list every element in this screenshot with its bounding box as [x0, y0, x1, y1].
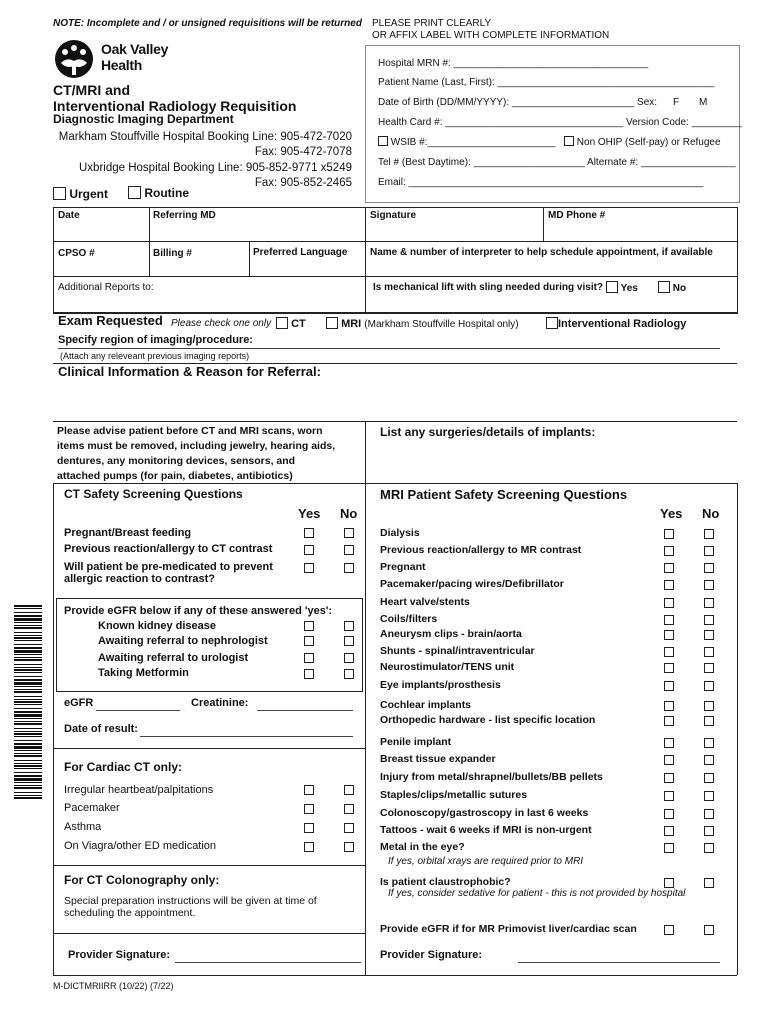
ct-label: CT — [291, 318, 306, 330]
mri-no-checkbox[interactable] — [704, 647, 714, 657]
mri-no-checkbox[interactable] — [704, 843, 714, 853]
mri-no-checkbox[interactable] — [704, 809, 714, 819]
egfr-metformin: Taking Metformin — [98, 667, 189, 679]
billing-field[interactable]: Billing # — [153, 248, 192, 259]
ct-question-contrast-reaction: Previous reaction/allergy to CT contrast — [64, 543, 273, 555]
form-code: M-DICTMRIIRR (10/22) (7/22) — [53, 981, 174, 991]
mri-no-checkbox[interactable] — [704, 826, 714, 836]
ct-premed-yes-checkbox[interactable] — [304, 563, 314, 573]
colonography-note-line1: Special preparation instructions will be given at time of — [64, 895, 317, 907]
check-one-note: Please check one only — [171, 318, 272, 329]
exam-ct-option[interactable] — [276, 317, 306, 330]
mri-no-checkbox[interactable] — [704, 529, 714, 539]
mri-claustro-no-checkbox[interactable] — [704, 878, 714, 888]
ct-yes-header: Yes — [298, 506, 321, 521]
mri-question-item: Previous reaction/allergy to MR contrast — [380, 544, 582, 556]
mri-question-item: Metal in the eye? — [380, 841, 465, 853]
affix-label-note: OR AFFIX LABEL WITH COMPLETE INFORMATION — [372, 30, 610, 41]
mri-question-item: Staples/clips/metallic sutures — [380, 789, 528, 801]
cpso-field[interactable]: CPSO # — [58, 248, 95, 259]
egfr-kidney-disease: Known kidney disease — [98, 620, 216, 632]
uxbridge-fax: Fax: 905-852-2465 — [254, 177, 352, 189]
mri-yes-checkbox[interactable] — [664, 755, 674, 765]
cardiac-viagra-yes-checkbox[interactable] — [304, 842, 314, 852]
mri-location-note: (Markham Stouffville Hospital only) — [364, 319, 519, 330]
additional-reports-field[interactable]: Additional Reports to: — [58, 282, 154, 293]
urgent-checkbox[interactable] — [53, 187, 66, 200]
mri-yes-checkbox[interactable] — [664, 630, 674, 640]
advise-line-2: items must be removed, including jewelry, hearing aids, — [57, 440, 336, 452]
mri-question-item: Dialysis — [380, 527, 420, 539]
sex-option-m[interactable]: M — [699, 97, 708, 108]
advise-line-3: dentures, any monitoring devices, sensors, and — [57, 455, 296, 467]
mri-yes-checkbox[interactable] — [664, 826, 674, 836]
mri-question-claustrophobic: Is patient claustrophobic? — [380, 876, 511, 888]
mri-question-item: Injury from metal/shrapnel/bullets/BB pellets — [380, 771, 603, 783]
mri-yes-checkbox[interactable] — [664, 663, 674, 673]
mri-yes-checkbox[interactable] — [664, 843, 674, 853]
mri-label: MRI — [341, 318, 362, 330]
referral-grid — [53, 207, 738, 314]
mri-no-checkbox[interactable] — [704, 738, 714, 748]
email-field[interactable]: Email: _____________________________________________________ — [378, 177, 704, 188]
mri-no-checkbox[interactable] — [704, 563, 714, 573]
ir-label: Interventional Radiology — [558, 318, 687, 330]
ct-contrast-no-checkbox[interactable] — [344, 545, 354, 555]
mri-question-item: Pregnant — [380, 561, 426, 573]
creatinine-label: Creatinine: — [191, 697, 249, 709]
mri-question-item: Heart valve/stents — [380, 596, 470, 608]
mri-yes-checkbox[interactable] — [664, 738, 674, 748]
attach-reports-note: (Attach any releveant previous imaging reports) — [60, 351, 250, 361]
mri-no-checkbox[interactable] — [704, 615, 714, 625]
cardiac-pacemaker: Pacemaker — [64, 802, 120, 814]
mri-primovist-no-checkbox[interactable] — [704, 925, 714, 935]
mri-checkbox[interactable] — [326, 317, 338, 329]
ct-checkbox[interactable] — [276, 317, 288, 329]
date-of-result-input-line[interactable] — [140, 736, 353, 737]
mri-provider-signature-label: Provider Signature: — [380, 949, 483, 961]
md-phone-field[interactable]: MD Phone # — [548, 210, 606, 221]
mri-question-item: Penile implant — [380, 736, 452, 748]
mri-no-checkbox[interactable] — [704, 681, 714, 691]
cardiac-heartbeat-yes-checkbox[interactable] — [304, 785, 314, 795]
mri-no-header: No — [702, 506, 720, 521]
signature-field[interactable]: Signature — [370, 210, 417, 221]
mri-question-item: Shunts - spinal/intraventricular — [380, 645, 535, 657]
mri-question-item: Neurostimulator/TENS unit — [380, 661, 515, 673]
ct-question-pregnant: Pregnant/Breast feeding — [64, 527, 192, 539]
ct-no-header: No — [340, 506, 358, 521]
cardiac-pacemaker-no-checkbox[interactable] — [344, 804, 354, 814]
logo-text-oak-valley: Oak Valley — [101, 41, 169, 57]
wsib-option[interactable] — [378, 136, 555, 148]
ct-safety-title: CT Safety Screening Questions — [64, 487, 243, 501]
mri-yes-checkbox[interactable] — [664, 701, 674, 711]
mri-yes-header: Yes — [660, 506, 683, 521]
barcode — [14, 605, 42, 800]
egfr-uro-no-checkbox[interactable] — [344, 653, 354, 663]
date-of-result-label: Date of result: — [64, 723, 138, 735]
cardiac-heartbeat-no-checkbox[interactable] — [344, 785, 354, 795]
advise-line-1: Please advise patient before CT and MRI scans, worn — [57, 425, 323, 437]
date-field[interactable]: Date — [58, 210, 80, 221]
mri-yes-checkbox[interactable] — [664, 546, 674, 556]
egfr-metformin-yes-checkbox[interactable] — [304, 669, 314, 679]
cardiac-asthma-yes-checkbox[interactable] — [304, 823, 314, 833]
non-ohip-checkbox[interactable] — [564, 136, 574, 146]
markham-fax: Fax: 905-472-7078 — [254, 146, 352, 158]
mri-question-item: Colonoscopy/gastroscopy in last 6 weeks — [380, 807, 589, 819]
region-label: Specify region of imaging/procedure: — [58, 334, 253, 346]
egfr-urologist: Awaiting referral to urologist — [98, 652, 249, 664]
claustrophobic-note: If yes, consider sedative for patient - this is not provided by hospital — [388, 888, 686, 899]
logo-text-health: Health — [101, 57, 142, 73]
egfr-nephro-yes-checkbox[interactable] — [304, 636, 314, 646]
cardiac-irregular-heartbeat: Irregular heartbeat/palpitations — [64, 784, 214, 796]
mri-question-item: Cochlear implants — [380, 699, 472, 711]
colonography-title: For CT Colonography only: — [64, 873, 220, 887]
referring-md-field[interactable]: Referring MD — [153, 210, 216, 221]
mri-no-checkbox[interactable] — [704, 773, 714, 783]
mri-yes-checkbox[interactable] — [664, 615, 674, 625]
lift-yes-label: Yes — [620, 283, 638, 294]
mri-yes-checkbox[interactable] — [664, 716, 674, 726]
ir-checkbox[interactable] — [546, 317, 558, 329]
urgent-label: Urgent — [69, 187, 109, 201]
form-title-line1: CT/MRI and — [53, 82, 130, 98]
mri-primovist-question: Provide eGFR if for MR Primovist liver/cardiac scan — [380, 923, 637, 935]
patient-name-field[interactable]: Patient Name (Last, First): _______________________________________ — [378, 77, 715, 88]
mri-claustro-yes-checkbox[interactable] — [664, 878, 674, 888]
mri-no-checkbox[interactable] — [704, 546, 714, 556]
ct-provider-signature-line[interactable] — [175, 962, 361, 963]
cardiac-pacemaker-yes-checkbox[interactable] — [304, 804, 314, 814]
lift-no-label: No — [672, 283, 687, 294]
exam-ir-option[interactable] — [546, 317, 686, 330]
mri-no-checkbox[interactable] — [704, 580, 714, 590]
mechanical-lift-question: Is mechanical lift with sling needed during visit? — [373, 282, 604, 293]
date-of-birth-field[interactable]: Date of Birth (DD/MM/YYYY): ______________________ Sex: — [378, 97, 658, 108]
egfr-metformin-no-checkbox[interactable] — [344, 669, 354, 679]
oak-valley-logo-icon — [53, 39, 95, 79]
mri-no-checkbox[interactable] — [704, 701, 714, 711]
telephone-field[interactable]: Tel # (Best Daytime): ____________________ Alternate #: _________________ — [378, 157, 736, 168]
form-title-line2: Interventional Radiology Requisition — [53, 98, 297, 114]
exam-mri-option[interactable] — [326, 317, 519, 330]
egfr-prompt: Provide eGFR below if any of these answered 'yes': — [64, 605, 333, 617]
surgeries-label: List any surgeries/details of implants: — [380, 425, 596, 439]
mri-no-checkbox[interactable] — [704, 755, 714, 765]
mri-yes-checkbox[interactable] — [664, 580, 674, 590]
health-card-field[interactable]: Health Card #: ________________________________ Version Code: _________ — [378, 117, 742, 128]
ct-premed-no-checkbox[interactable] — [344, 563, 354, 573]
interpreter-field[interactable]: Name & number of interpreter to help schedule appointment, if available — [370, 247, 713, 258]
non-ohip-label: Non OHIP (Self-pay) or Refugee — [576, 137, 721, 148]
mri-safety-title: MRI Patient Safety Screening Questions — [380, 487, 628, 502]
cardiac-viagra-no-checkbox[interactable] — [344, 842, 354, 852]
mri-primovist-yes-checkbox[interactable] — [664, 925, 674, 935]
egfr-kidney-no-checkbox[interactable] — [344, 621, 354, 631]
creatinine-input-line[interactable] — [257, 710, 353, 711]
mri-question-item: Orthopedic hardware - list specific location — [380, 714, 596, 726]
colonography-note-line2: scheduling the appointment. — [64, 907, 196, 919]
lift-no-option[interactable] — [658, 281, 686, 294]
egfr-nephro-no-checkbox[interactable] — [344, 636, 354, 646]
advise-line-4: attached pumps (for pain, diabetes, antibiotics) — [57, 470, 293, 482]
uxbridge-booking-line: Uxbridge Hospital Booking Line: 905-852-9771 x5249 — [79, 162, 352, 174]
surgeries-area[interactable] — [372, 442, 732, 480]
mri-yes-checkbox[interactable] — [664, 681, 674, 691]
mri-yes-checkbox[interactable] — [664, 563, 674, 573]
mri-yes-checkbox[interactable] — [664, 598, 674, 608]
mri-no-checkbox[interactable] — [704, 791, 714, 801]
cardiac-asthma: Asthma — [64, 821, 102, 833]
mri-no-checkbox[interactable] — [704, 716, 714, 726]
department-title: Diagnostic Imaging Department — [53, 112, 234, 126]
mri-provider-signature-line[interactable] — [518, 962, 720, 963]
ct-pregnant-no-checkbox[interactable] — [344, 528, 354, 538]
incomplete-note: NOTE: Incomplete and / or unsigned requisitions will be returned — [53, 18, 362, 29]
lift-yes-checkbox[interactable] — [606, 281, 618, 293]
non-ohip-option[interactable] — [564, 136, 721, 148]
advise-note — [57, 424, 335, 484]
wsib-field: WSIB #:_______________________ — [390, 137, 556, 148]
egfr-label: eGFR — [64, 697, 94, 709]
hospital-mrn-field[interactable]: Hospital MRN #: ___________________________________ — [378, 58, 649, 69]
routine-label: Routine — [144, 186, 190, 200]
mri-question-item: Tattoos - wait 6 weeks if MRI is non-urgent — [380, 824, 592, 836]
mri-question-item: Eye implants/prosthesis — [380, 679, 501, 691]
exam-requested-title: Exam Requested — [58, 313, 163, 328]
mri-question-item: Coils/filters — [380, 613, 438, 625]
routine-option[interactable] — [128, 186, 189, 200]
sex-option-f[interactable]: F — [673, 97, 680, 108]
clinical-info-label: Clinical Information & Reason for Referral: — [58, 364, 321, 379]
urgent-option[interactable] — [53, 187, 108, 201]
region-input-line[interactable] — [58, 348, 720, 349]
mri-yes-checkbox[interactable] — [664, 529, 674, 539]
print-clearly-note: PLEASE PRINT CLEARLY — [372, 18, 492, 29]
cardiac-viagra: On Viagra/other ED medication — [64, 840, 217, 852]
egfr-uro-yes-checkbox[interactable] — [304, 653, 314, 663]
cardiac-ct-title: For Cardiac CT only: — [64, 760, 183, 774]
wsib-checkbox[interactable] — [378, 136, 388, 146]
lift-yes-option[interactable] — [606, 281, 638, 294]
ct-question-premedicated-cont: allergic reaction to contrast? — [64, 573, 215, 585]
mri-yes-checkbox[interactable] — [664, 647, 674, 657]
mri-question-item: Breast tissue expander — [380, 753, 496, 765]
mri-question-item: Aneurysm clips - brain/aorta — [380, 628, 522, 640]
egfr-nephrologist: Awaiting referral to nephrologist — [98, 635, 268, 647]
mri-yes-checkbox[interactable] — [664, 791, 674, 801]
preferred-language-field[interactable]: Preferred Language — [253, 247, 348, 258]
ct-pregnant-yes-checkbox[interactable] — [304, 528, 314, 538]
metal-eye-note: If yes, orbital xrays are required prior to MRI — [388, 856, 584, 867]
routine-checkbox[interactable] — [128, 186, 141, 199]
cardiac-asthma-no-checkbox[interactable] — [344, 823, 354, 833]
markham-booking-line: Markham Stouffville Hospital Booking Line: 905-472-7020 — [58, 131, 352, 143]
ct-contrast-yes-checkbox[interactable] — [304, 545, 314, 555]
mri-no-checkbox[interactable] — [704, 663, 714, 673]
mri-no-checkbox[interactable] — [704, 598, 714, 608]
mri-no-checkbox[interactable] — [704, 630, 714, 640]
mri-question-item: Pacemaker/pacing wires/Defibrillator — [380, 578, 564, 590]
clinical-info-area[interactable] — [58, 380, 728, 420]
mri-yes-checkbox[interactable] — [664, 773, 674, 783]
egfr-kidney-yes-checkbox[interactable] — [304, 621, 314, 631]
mri-yes-checkbox[interactable] — [664, 809, 674, 819]
lift-no-checkbox[interactable] — [658, 281, 670, 293]
egfr-input-line[interactable] — [96, 710, 180, 711]
ct-provider-signature-label: Provider Signature: — [68, 949, 171, 961]
ct-question-premedicated: Will patient be pre-medicated to prevent — [64, 561, 273, 573]
